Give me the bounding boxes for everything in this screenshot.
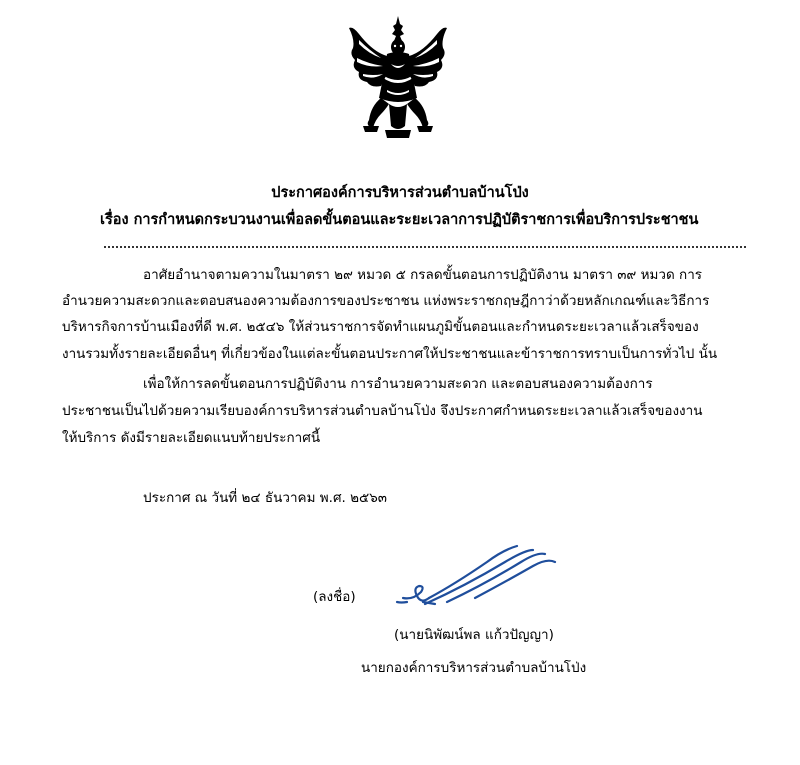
garuda-emblem-icon bbox=[345, 14, 451, 142]
body-line: ให้บริการ ดังมีรายละเอียดแนบท้ายประกาศนี้ bbox=[62, 430, 321, 446]
signer-position: นายกองค์การบริหารส่วนตำบลบ้านโป่ง bbox=[361, 660, 587, 676]
announcement-date: ประกาศ ณ วันที่ ๒๔ ธันวาคม พ.ศ. ๒๕๖๓ bbox=[143, 490, 388, 506]
body-line: ประชาชนเป็นไปด้วยความเรียบองค์การบริหารส่วนตำบลบ้านโป่ง จึงประกาศกำหนดระยะเวลาแล้วเสร็จของงาน bbox=[62, 403, 703, 419]
body-line: งานรวมทั้งรายละเอียดอื่นๆ ที่เกี่ยวข้องในแต่ละขั้นตอนประกาศให้ประชาชนและข้าราชการทราบเป็นการทั่วไป นั้น bbox=[62, 346, 718, 362]
sign-label: (ลงชื่อ) bbox=[313, 589, 356, 605]
body-line: อำนวยความสะดวกและตอบสนองความต้องการของประชาชน แห่งพระราชกฤษฎีกาว่าด้วยหลักเกณฑ์และวิธีการ bbox=[62, 293, 710, 309]
handwritten-signature bbox=[395, 540, 570, 612]
signer-name: (นายนิพัฒน์พล แก้วปัญญา) bbox=[394, 627, 554, 643]
announcement-title: ประกาศองค์การบริหารส่วนตำบลบ้านโป่ง bbox=[271, 185, 529, 201]
body-line: บริหารกิจการบ้านเมืองที่ดี พ.ศ. ๒๕๔๖ ให้ส่วนราชการจัดทำแผนภูมิขั้นตอนและกำหนดระยะเวลาแล้วเสร็จของ bbox=[62, 319, 699, 335]
dotted-divider bbox=[103, 245, 746, 249]
body-line: อาศัยอำนาจตามความในมาตรา ๒๙ หมวด ๕ กรลดขั้นตอนการปฏิบัติงาน มาตรา ๓๙ หมวด การ bbox=[143, 267, 703, 283]
body-line: เพื่อให้การลดขั้นตอนการปฏิบัติงาน การอำนวยความสะดวก และตอบสนองความต้องการ bbox=[143, 376, 653, 392]
announcement-subject: เรื่อง การกำหนดกระบวนงานเพื่อลดขั้นตอนและระยะเวลาการปฏิบัติราชการเพื่อบริการประชาชน bbox=[100, 212, 699, 228]
